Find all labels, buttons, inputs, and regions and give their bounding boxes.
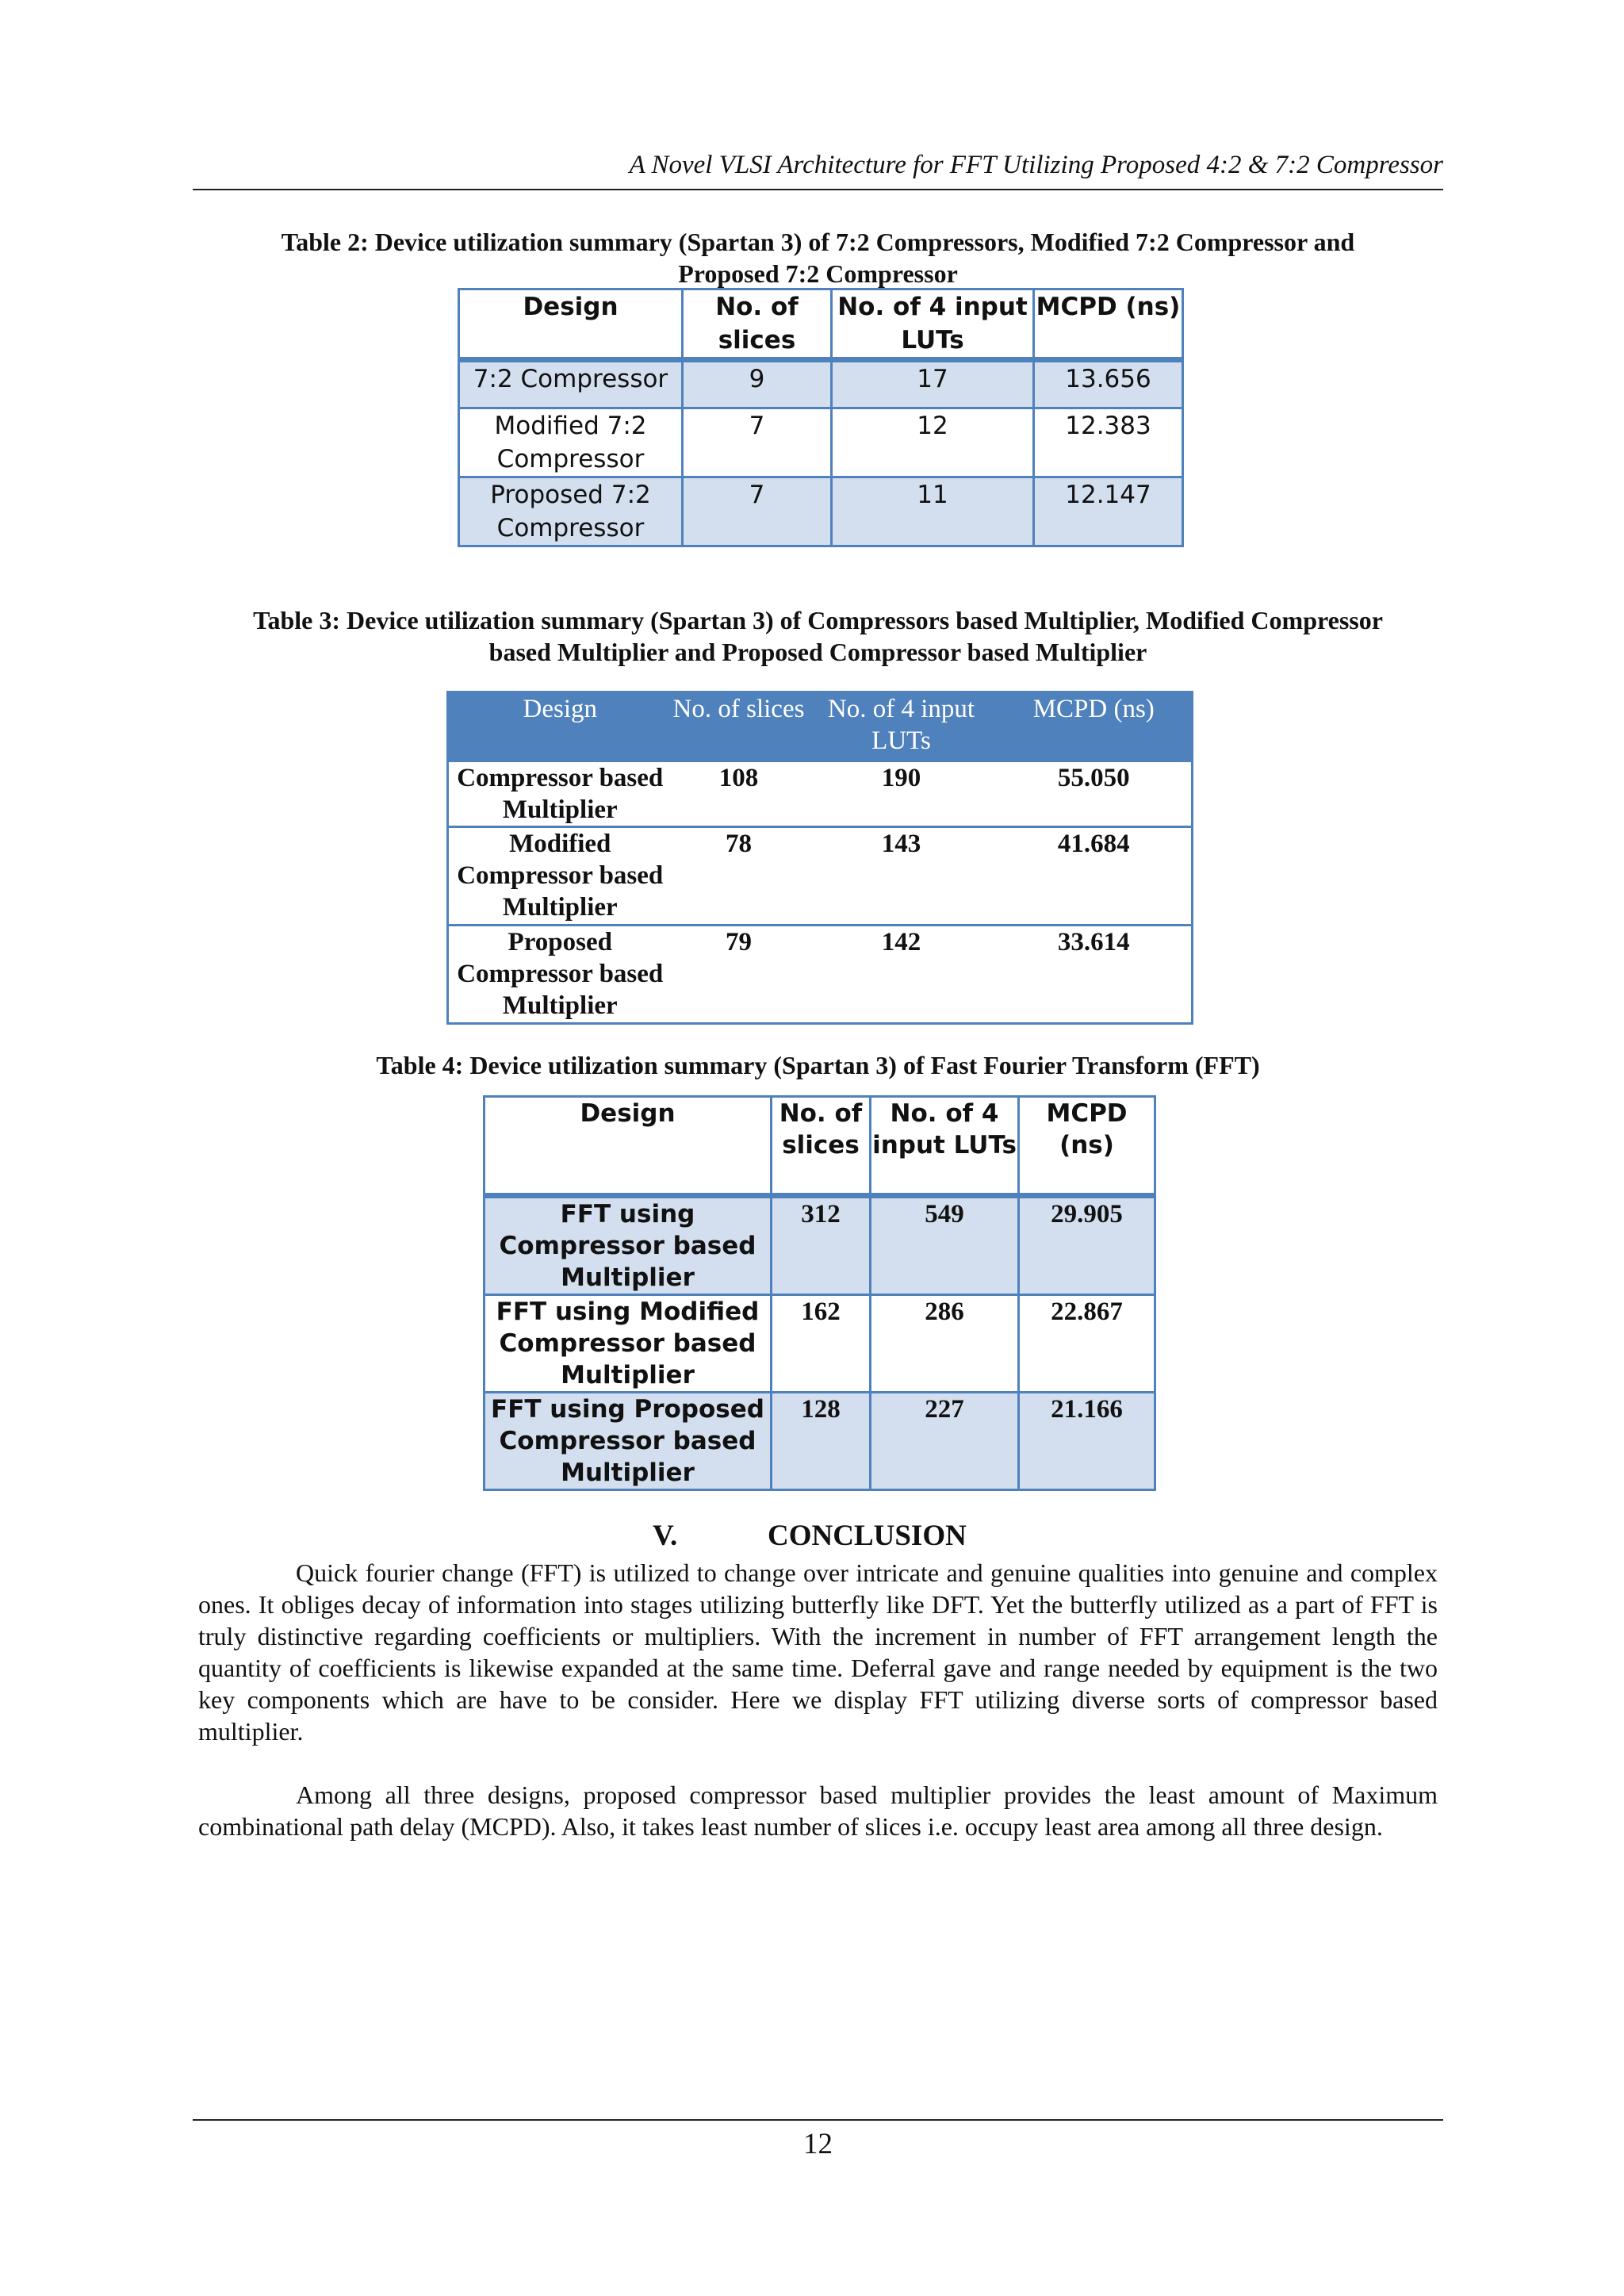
- running-head: A Novel VLSI Architecture for FFT Utilizing Proposed 4:2 & 7:2 Compressor: [629, 151, 1443, 179]
- table2-cell-design: Proposed 7:2 Compressor: [459, 477, 683, 546]
- table4-header-design: Design: [485, 1097, 772, 1196]
- table4-cell-mcpd: 29.905: [1019, 1196, 1155, 1295]
- table2-caption-line1: Table 2: Device utilization summary (Spartan 3) of 7:2 Compressors, Modified 7:2 Compressor and: [281, 228, 1355, 256]
- table-row: [448, 827, 1193, 926]
- table3-cell-design: Modified Compressor based Multiplier: [448, 827, 672, 926]
- table3-caption-line2: based Multiplier and Proposed Compressor based Multiplier: [488, 638, 1147, 666]
- table-row: [485, 1196, 1155, 1295]
- table3-header-luts: No. of 4 input LUTs: [806, 692, 997, 761]
- paragraph-1-text: Quick fourier change (FFT) is utilized to change over intricate and genuine qualities into genuine and complex ones. It obliges decay of information into stages utilizing butterfly like DFT. Yet the butterfly utilized as a part of FFT is truly distinctive regarding coefficients or multipliers. With the increment in number of FFT arrangement length the quantity of coefficients is likewise expanded at the same time. Deferral gave and range needed by equipment is the two key components which are have to be consider. Here we display FFT utilizing diverse sorts of compressor based multiplier.: [198, 1558, 1438, 1746]
- table-row: [459, 477, 1183, 546]
- table2: [458, 288, 1184, 547]
- table-row: [459, 408, 1183, 477]
- section-title: CONCLUSION: [768, 1520, 967, 1552]
- table3-cell-luts: 190: [806, 761, 997, 827]
- table-row: [448, 926, 1193, 1024]
- page-number: 12: [803, 2128, 833, 2160]
- table2-cell-mcpd: 12.147: [1034, 477, 1183, 546]
- table4-cell-design: FFT using Compressor based Multiplier: [485, 1196, 772, 1295]
- table2-header-slices: No. of slices: [683, 289, 832, 360]
- table2-cell-design: Modified 7:2 Compressor: [459, 408, 683, 477]
- table4-cell-mcpd: 21.166: [1019, 1393, 1155, 1490]
- table3-cell-mcpd: 33.614: [997, 926, 1193, 1024]
- table3-cell-mcpd: 41.684: [997, 827, 1193, 926]
- table2-caption-line2: Proposed 7:2 Compressor: [678, 259, 958, 288]
- table3-header-row: [448, 692, 1193, 761]
- table4-caption: Table 4: Device utilization summary (Spartan 3) of Fast Fourier Transform (FFT): [376, 1051, 1260, 1079]
- table2-cell-luts: 12: [832, 408, 1034, 477]
- table4-cell-design: FFT using Proposed Compressor based Multiplier: [485, 1393, 772, 1490]
- table4-header-slices: No. of slices: [772, 1097, 871, 1196]
- table3-cell-slices: 79: [672, 926, 806, 1024]
- table2-cell-luts: 17: [832, 360, 1034, 408]
- table2-cell-mcpd: 13.656: [1034, 360, 1183, 408]
- table2-header-mcpd: MCPD (ns): [1034, 289, 1183, 360]
- table-row: [448, 761, 1193, 827]
- table3-header-design: Design: [448, 692, 672, 761]
- table3-caption-line1: Table 3: Device utilization summary (Spartan 3) of Compressors based Multiplier, Modified Compressor: [253, 606, 1383, 634]
- header-rule: [193, 189, 1443, 190]
- table4-cell-slices: 162: [772, 1295, 871, 1393]
- section-number: V.: [653, 1520, 678, 1552]
- footer-rule: [193, 2119, 1443, 2121]
- table4: [483, 1095, 1156, 1491]
- table4-cell-slices: 312: [772, 1196, 871, 1295]
- table2-cell-slices: 7: [683, 408, 832, 477]
- paragraph-1: [198, 1557, 1438, 1747]
- table4-cell-luts: 549: [871, 1196, 1019, 1295]
- table2-cell-slices: 7: [683, 477, 832, 546]
- table4-cell-slices: 128: [772, 1393, 871, 1490]
- table2-cell-mcpd: 12.383: [1034, 408, 1183, 477]
- table2-cell-slices: 9: [683, 360, 832, 408]
- table3-header-mcpd: MCPD (ns): [997, 692, 1193, 761]
- paragraph-2-text: Among all three designs, proposed compressor based multiplier provides the least amount of Maximum combinational path delay (MCPD). Also, it takes least number of slices i.e. occupy least area among all three design.: [198, 1780, 1438, 1841]
- table4-cell-design: FFT using Modified Compressor based Multiplier: [485, 1295, 772, 1393]
- table4-header-mcpd: MCPD (ns): [1019, 1097, 1155, 1196]
- table3-cell-luts: 142: [806, 926, 997, 1024]
- table2-header-design: Design: [459, 289, 683, 360]
- table3-cell-luts: 143: [806, 827, 997, 926]
- table2-cell-design: 7:2 Compressor: [459, 360, 683, 408]
- table3: [446, 691, 1193, 1025]
- table2-header-luts: No. of 4 input LUTs: [832, 289, 1034, 360]
- table4-cell-luts: 286: [871, 1295, 1019, 1393]
- table-row: [485, 1393, 1155, 1490]
- table3-cell-slices: 108: [672, 761, 806, 827]
- table3-cell-design: Proposed Compressor based Multiplier: [448, 926, 672, 1024]
- table4-header-row: [485, 1097, 1155, 1196]
- table-row: [459, 360, 1183, 408]
- table2-header-row: [459, 289, 1183, 360]
- table4-cell-luts: 227: [871, 1393, 1019, 1490]
- table3-cell-mcpd: 55.050: [997, 761, 1193, 827]
- table-row: [485, 1295, 1155, 1393]
- table3-header-slices: No. of slices: [672, 692, 806, 761]
- table3-cell-slices: 78: [672, 827, 806, 926]
- paragraph-2: [198, 1779, 1438, 1842]
- table2-cell-luts: 11: [832, 477, 1034, 546]
- table3-cell-design: Compressor based Multiplier: [448, 761, 672, 827]
- table4-header-luts: No. of 4 input LUTs: [871, 1097, 1019, 1196]
- table4-cell-mcpd: 22.867: [1019, 1295, 1155, 1393]
